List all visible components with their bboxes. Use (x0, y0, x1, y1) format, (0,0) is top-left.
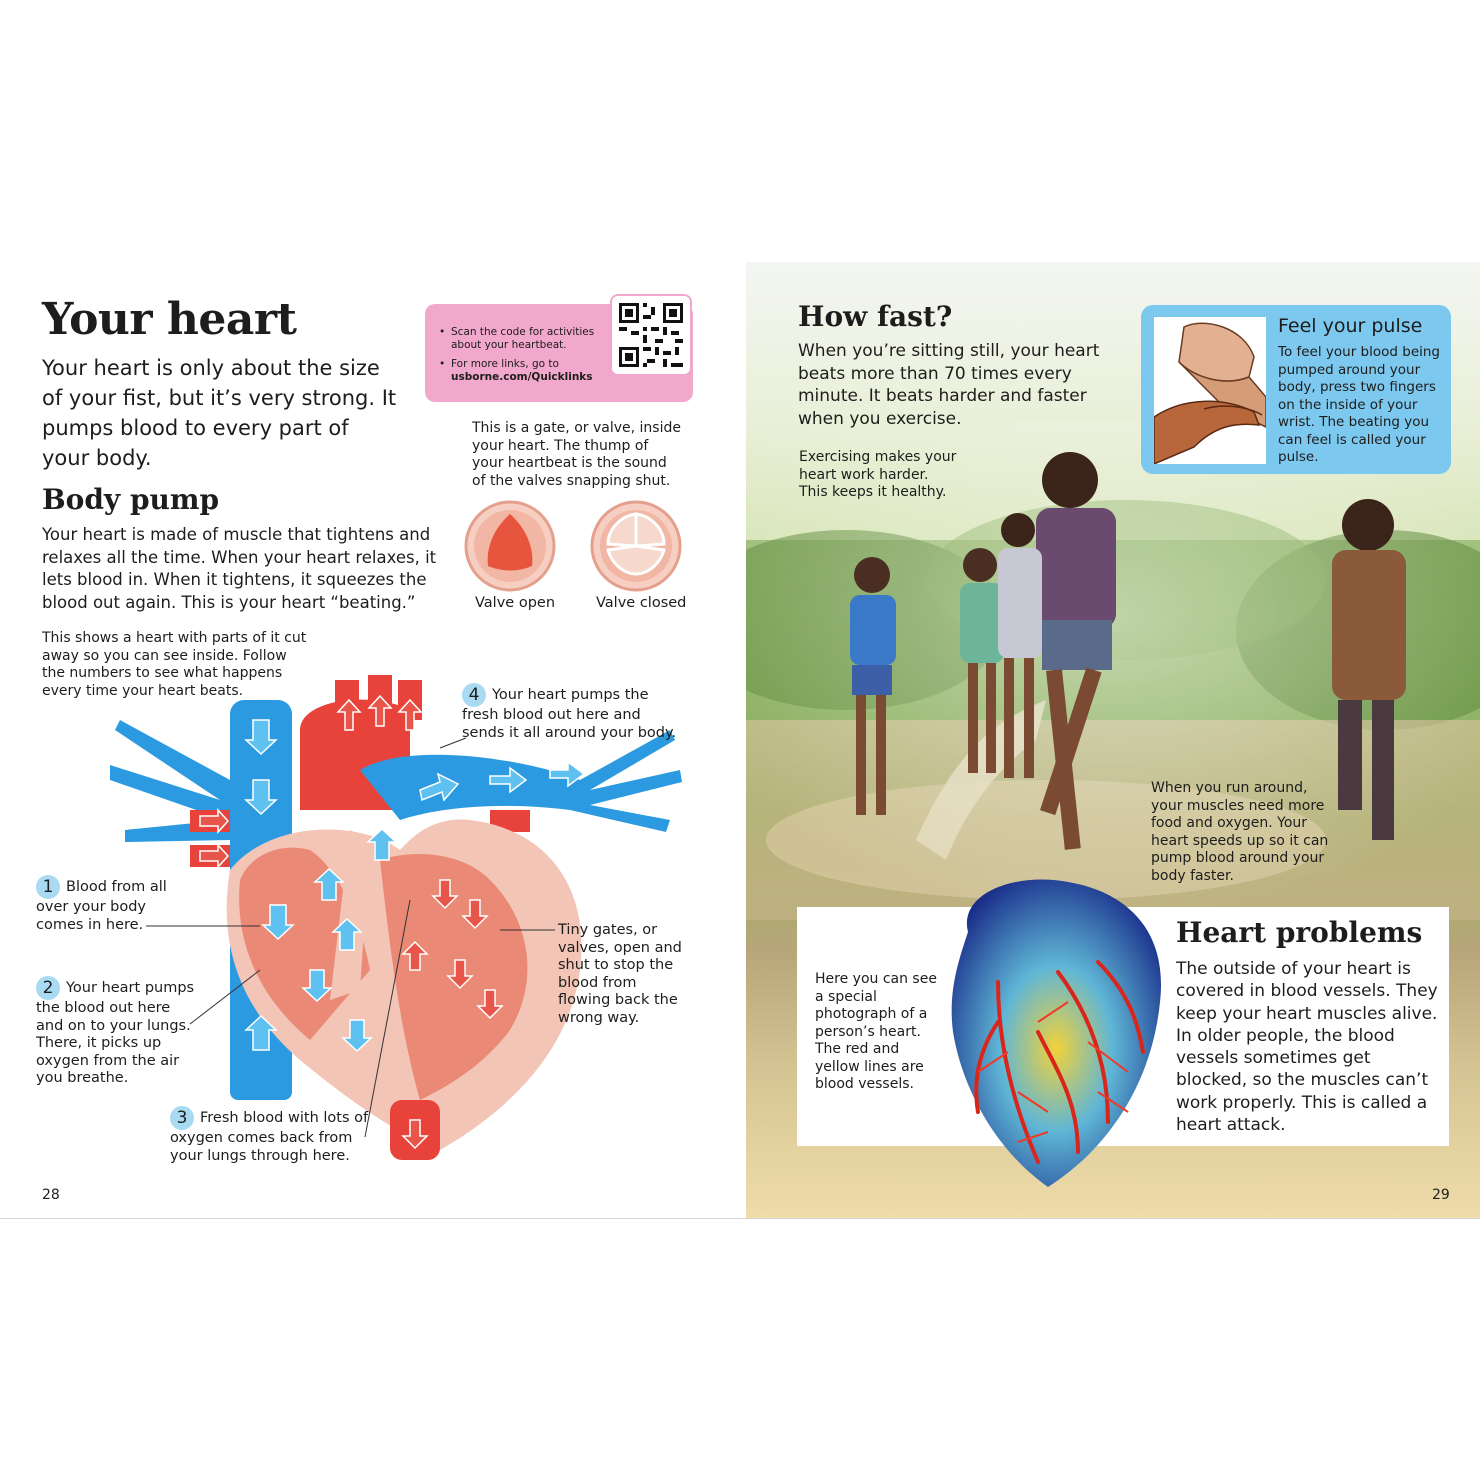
diagram-intro: This shows a heart with parts of it cut away so you can see inside. Follow the numbers to see what happens every time your heart beats. (42, 630, 307, 699)
page-number-right: 29 (1432, 1187, 1450, 1203)
valve-note: This is a gate, or valve, inside your heart. The thump of your heartbeat is the sound of the valves snapping shut. (472, 420, 681, 489)
how-fast-text: When you’re sitting still, your heart beats more than 70 times every minute. It beats harder and faster when you exercise. (798, 341, 1100, 429)
how-fast-heading: How fast? (798, 300, 953, 333)
step-2-number: 2 (36, 976, 60, 1000)
step-3-number: 3 (170, 1106, 194, 1130)
valve-closed-label: Valve closed (596, 595, 687, 611)
quicklinks-link[interactable]: usborne.com/Quicklinks (451, 370, 593, 383)
step-2-callout: 2 Your heart pumps the blood out here and on to your lungs. There, it picks up oxygen from the air you breathe. (36, 978, 195, 1086)
heart-problems-heading: Heart problems (1176, 916, 1423, 949)
step-1-callout: 1 Blood from all over your body comes in here. (36, 877, 167, 933)
body-pump-text: Your heart is made of muscle that tightens and relaxes all the time. When your heart relaxes, it lets blood in. When it tightens, it squeezes the blood out again. This is your heart “beating.” (42, 525, 437, 612)
step-3-callout: 3 Fresh blood with lots of oxygen comes back from your lungs through here. (170, 1108, 369, 1164)
heart-cutaway-diagram (110, 670, 690, 1170)
quicklinks-item-2: • For more links, go to usborne.com/Quicklinks (439, 358, 609, 383)
page-number-left: 28 (42, 1187, 60, 1203)
step-1-number: 1 (36, 875, 60, 899)
pulse-text: To feel your blood being pumped around your body, press two fingers on the inside of your wrist. The beating you can feel is called your pulse. (1278, 344, 1441, 465)
body-pump-heading: Body pump (42, 483, 220, 516)
valve-open-icon (464, 500, 560, 592)
heart-photo-caption: Here you can see a special photograph of a person’s heart. The red and yellow lines are blood vessels. (815, 971, 937, 1092)
page-title: Your heart (42, 294, 297, 345)
valve-open-label: Valve open (475, 595, 556, 611)
valve-closed-icon (590, 500, 686, 592)
step-4-callout: 4 Your heart pumps the fresh blood out here and sends it all around your body. (462, 685, 677, 741)
quicklinks-list (439, 326, 609, 390)
run-caption: When you run around, your muscles need more food and oxygen. Your heart speeds up so it can pump blood around your body faster. (1151, 780, 1329, 884)
step-4-number: 4 (462, 683, 486, 707)
pulse-heading: Feel your pulse (1278, 315, 1423, 337)
heart-vessels-photo (938, 872, 1170, 1190)
intro-text: Your heart is only about the size of your fist, but it’s very strong. It pumps blood to every part of your body. (42, 356, 397, 470)
quicklinks-item-1: • Scan the code for activities about your heartbeat. (439, 326, 609, 351)
wrist-pulse-illustration (1154, 317, 1266, 464)
page-divider (0, 1218, 1480, 1219)
heart-problems-text: The outside of your heart is covered in blood vessels. They keep your heart muscles alive. In older people, the blood vessels sometimes get blocked, so the muscles can’t work properly. This is called a heart attack. (1176, 959, 1438, 1136)
qr-code-icon[interactable] (612, 296, 690, 374)
exercise-caption: Exercising makes your heart work harder. This keeps it healthy. (799, 449, 957, 500)
valves-note: Tiny gates, or valves, open and shut to stop the blood from flowing back the wrong way. (558, 922, 682, 1026)
